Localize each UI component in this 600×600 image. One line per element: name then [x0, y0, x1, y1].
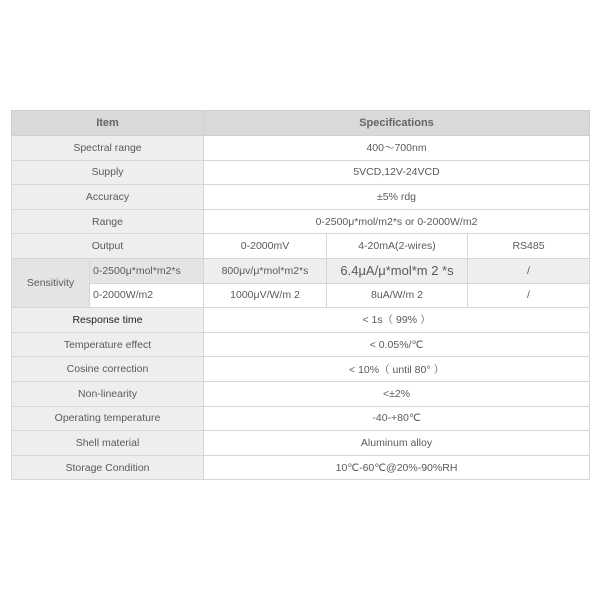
supply-label: Supply — [12, 160, 204, 185]
temperature-effect-label: Temperature effect — [12, 332, 204, 357]
sensitivity-label: Sensitivity — [12, 258, 90, 307]
supply-value: 5VCD,12V-24VCD — [204, 160, 590, 185]
storage-condition-label: Storage Condition — [12, 455, 204, 480]
table-row — [12, 136, 590, 161]
table-row — [12, 209, 590, 234]
table-row — [12, 381, 590, 406]
range-label: Range — [12, 209, 204, 234]
header-item: Item — [12, 111, 204, 136]
table-row — [12, 160, 590, 185]
table-row — [12, 406, 590, 431]
sensitivity-range-2: 0-2000W/m2 — [90, 283, 204, 308]
table-row — [12, 258, 590, 283]
table-row — [12, 185, 590, 210]
table-row — [12, 234, 590, 259]
sensitivity-voltage-2: 1000μV/W/m 2 — [204, 283, 327, 308]
accuracy-value: ±5% rdg — [204, 185, 590, 210]
operating-temperature-label: Operating temperature — [12, 406, 204, 431]
storage-condition-value: 10℃-60℃@20%-90%RH — [204, 455, 590, 480]
sensitivity-voltage-1: 800μv/μ*mol*m2*s — [204, 258, 327, 283]
output-current: 4-20mA(2-wires) — [327, 234, 468, 259]
table-row — [12, 283, 590, 308]
table-header-row — [12, 111, 590, 136]
output-voltage: 0-2000mV — [204, 234, 327, 259]
sensitivity-current-1: 6.4μA/μ*mol*m 2 *s — [327, 258, 468, 283]
specifications-table — [11, 110, 590, 480]
operating-temperature-value: -40-+80℃ — [204, 406, 590, 431]
shell-material-label: Shell material — [12, 431, 204, 456]
table-row — [12, 455, 590, 480]
sensitivity-digital-2: / — [468, 283, 590, 308]
spectral-range-value: 400～700nm — [204, 136, 590, 161]
accuracy-label: Accuracy — [12, 185, 204, 210]
temperature-effect-value: < 0.05%/℃ — [204, 332, 590, 357]
range-value: 0-2500μ*mol/m2*s or 0-2000W/m2 — [204, 209, 590, 234]
table-row — [12, 431, 590, 456]
cosine-correction-label: Cosine correction — [12, 357, 204, 382]
table-row — [12, 357, 590, 382]
response-time-label: Response time — [12, 308, 204, 333]
non-linearity-label: Non-linearity — [12, 381, 204, 406]
header-specifications: Specifications — [204, 111, 590, 136]
sensitivity-current-2: 8uA/W/m 2 — [327, 283, 468, 308]
non-linearity-value: <±2% — [204, 381, 590, 406]
sensitivity-digital-1: / — [468, 258, 590, 283]
output-digital: RS485 — [468, 234, 590, 259]
spectral-range-label: Spectral range — [12, 136, 204, 161]
table-row — [12, 308, 590, 333]
table-row — [12, 332, 590, 357]
shell-material-value: Aluminum alloy — [204, 431, 590, 456]
sensitivity-range-1: 0-2500μ*mol*m2*s — [90, 258, 204, 283]
output-label: Output — [12, 234, 204, 259]
response-time-value: < 1s（ 99% ） — [204, 308, 590, 333]
cosine-correction-value: < 10%（ until 80° ） — [204, 357, 590, 382]
